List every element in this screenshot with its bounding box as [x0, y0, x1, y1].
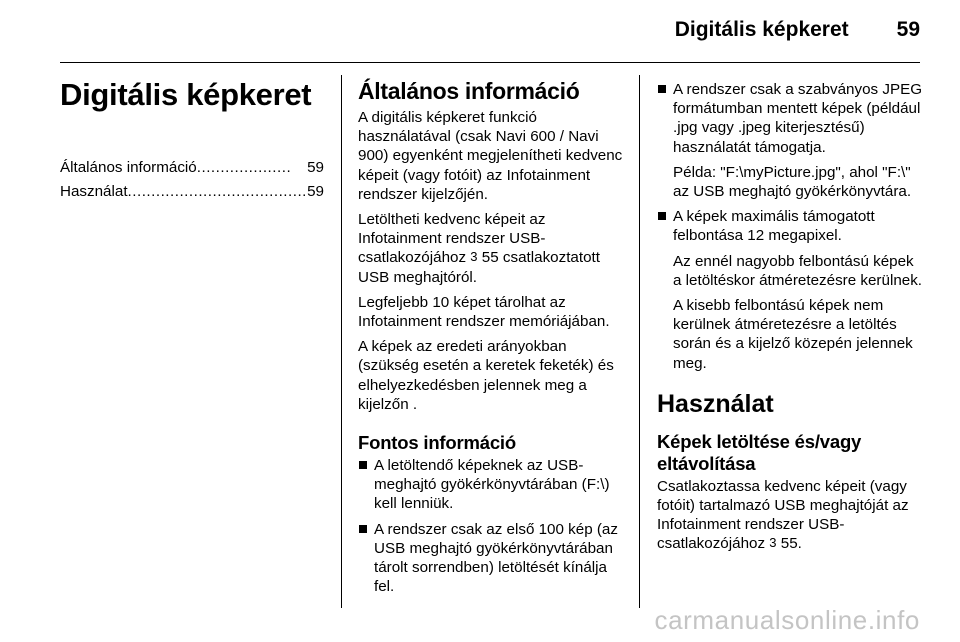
general-paragraph-3: Legfeljebb 10 képet tárolhat az Infotainment rendszer memóriájában.: [358, 293, 610, 331]
usage-paragraph-1: [657, 477, 925, 554]
watermark: carmanualsonline.info: [654, 605, 920, 635]
bullet-item: [657, 80, 925, 201]
bullet-item: [358, 456, 626, 514]
toc-leader-dots: ....................: [196, 159, 292, 176]
cross-reference-page[interactable]: 55: [481, 249, 499, 267]
bullet-square-icon: [359, 525, 367, 533]
toc-column: [60, 72, 324, 204]
section-heading-general: Általános információ: [358, 78, 580, 104]
header-rule: [60, 62, 920, 63]
bullet-square-icon: [658, 212, 666, 220]
bullet-item: [358, 520, 626, 597]
bullet-text: A képek maximális támogatott felbontása 12 megapixel.: [673, 208, 875, 245]
bullet-text: A letöltendő képeknek az USB-meghajtó gyökérkönyvtárában (F:\) kell lenniük.: [374, 457, 610, 513]
bullet-item: [657, 207, 925, 373]
toc-entry-page: 59: [307, 159, 324, 176]
arrow-icon: 3: [769, 535, 777, 551]
general-paragraph-2-text: Letöltheti kedvenc képeit az Infotainment rendszer USB-csatlakozójához: [358, 211, 546, 267]
content-column-1: [358, 72, 626, 602]
column-divider-1: [341, 75, 342, 608]
bullet-text: A rendszer csak a szabványos JPEG formátumban mentett képek (például .jpg vagy .jpeg kiterjesztésű) használatát támogatja.: [673, 81, 923, 156]
bullet-square-icon: [658, 85, 666, 93]
toc-entry-title: Általános információ: [60, 159, 197, 176]
bullet-square-icon: [359, 461, 367, 469]
arrow-icon: 3: [470, 249, 478, 265]
toc-entry-general[interactable]: [60, 156, 324, 180]
usage-paragraph-1-end: .: [797, 535, 802, 553]
general-paragraph-2: [358, 210, 626, 287]
column-divider-2: [639, 75, 640, 608]
toc-entry-title: Használat: [60, 183, 128, 200]
bullet-text-3: A kisebb felbontású képek nem kerülnek átméretezésre a letöltés során és a kijelző közepén jelennek meg.: [673, 297, 913, 372]
bullet-text: A rendszer csak az első 100 kép (az USB meghajtó gyökérkönyvtárában tárolt sorrendben) letöltését kínálja fel.: [374, 520, 618, 596]
toc-entry-page: 59: [307, 183, 324, 200]
subheading-important: Fontos információ: [358, 432, 516, 454]
cross-reference-page[interactable]: 55: [780, 535, 798, 553]
bullet-text-2: Az ennél nagyobb felbontású képek a letöltéskor átméretezésre kerülnek.: [673, 252, 923, 289]
toc-leader-dots: ......................................: [127, 183, 307, 200]
general-paragraph-2-text-end: csatlakoztatott USB meghajtóról.: [358, 249, 600, 286]
bullet-example: Példa: "F:\myPicture.jpg", ahol "F:\" az USB meghajtó gyökérkönyvtára.: [673, 163, 912, 201]
page-number: 59: [896, 18, 920, 41]
toc-entry-usage[interactable]: [60, 180, 324, 204]
general-paragraph-1: A digitális képkeret funkció használatával (csak Navi 600 / Navi 900) egyenként megjelenítheti kedvenc képeit (vagy fotóit) az Infotainment rendszer kijelzőjén.: [358, 109, 623, 203]
running-header-title: Digitális képkeret: [674, 18, 849, 41]
subheading-download: Képek letöltése és/vagy eltávolítása: [657, 430, 862, 474]
section-heading-usage: Használat: [657, 389, 774, 418]
general-paragraph-4: A képek az eredeti arányokban (szükség esetén a keretek feketék) és elhelyezkedésben jelennek meg a kijelzőn .: [358, 338, 614, 413]
chapter-title: Digitális képkeret: [60, 77, 312, 112]
content-column-2: [657, 80, 925, 560]
running-header: [600, 18, 920, 42]
usage-paragraph-1-text: Csatlakoztassa kedvenc képeit (vagy fotóit) tartalmazó USB meghajtóját az Infotainment rendszer USB-csatlakozójához: [657, 477, 909, 553]
